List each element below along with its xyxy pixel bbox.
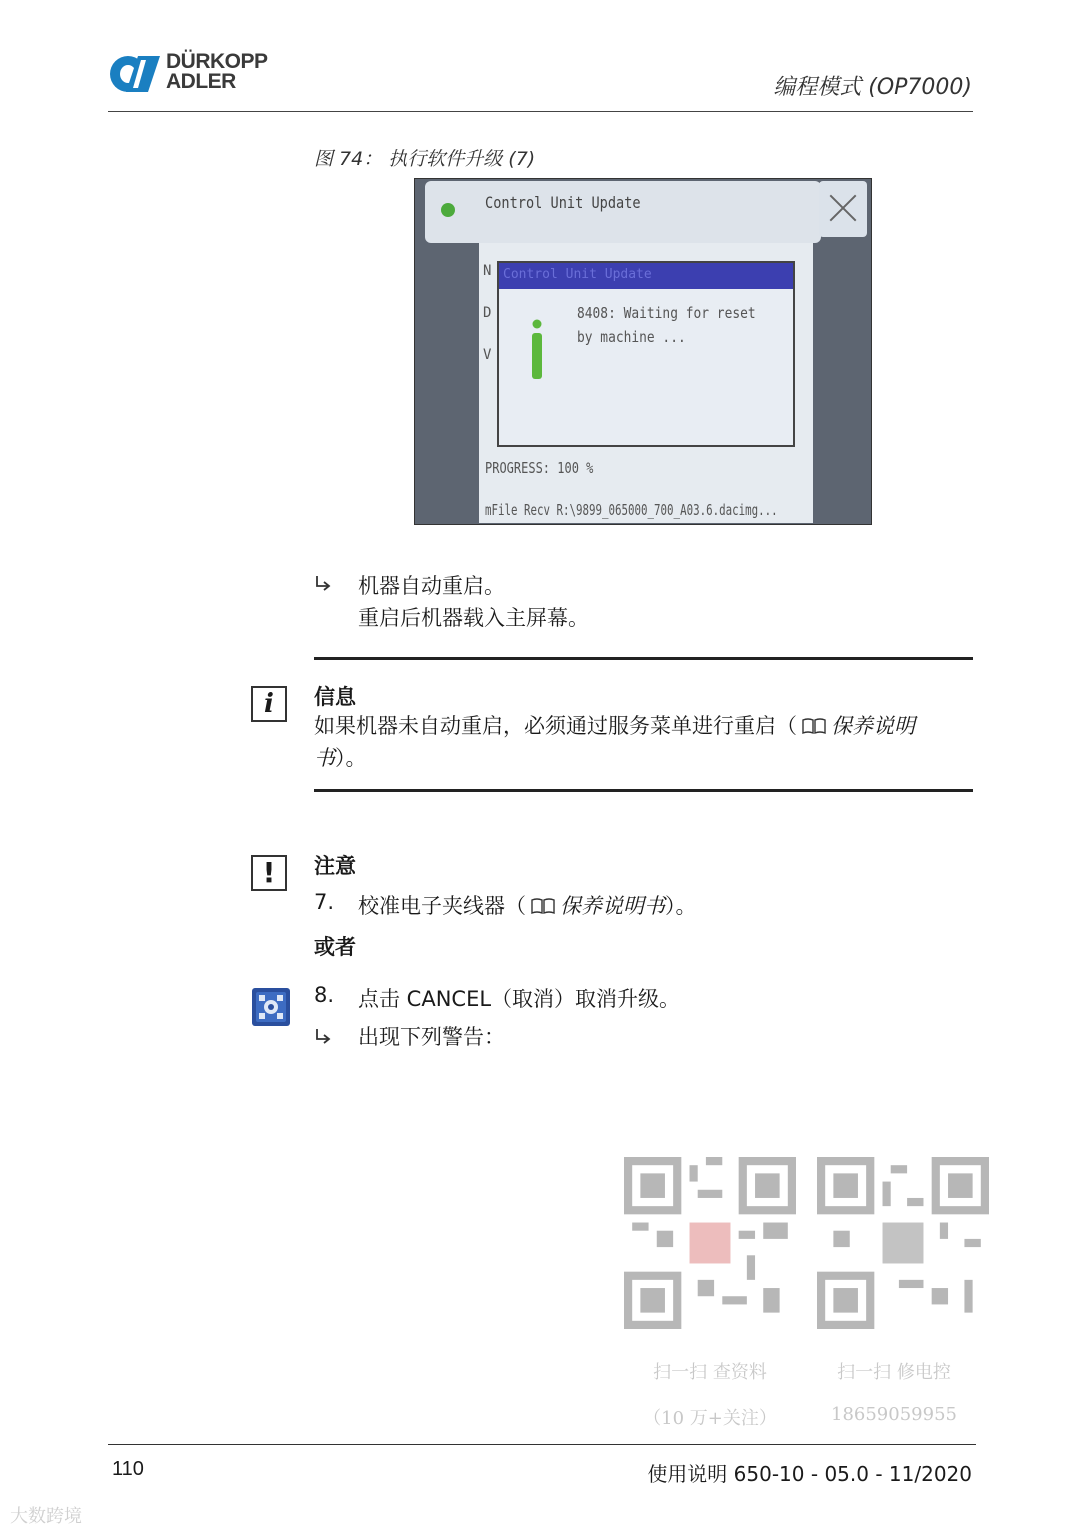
dialog-title-bar: [499, 263, 793, 289]
result-line-1: 机器自动重启。: [358, 574, 505, 598]
section-title: 编程模式 (OP7000): [773, 75, 972, 100]
update-dialog: [497, 261, 795, 447]
info-body-end: ）。: [335, 746, 367, 770]
info-heading: 信息: [314, 685, 356, 709]
brand-logo: [108, 52, 288, 98]
status-dot-icon: [441, 203, 455, 217]
file-receive-text: mFile Recv R:\9899_065000_700_A03.6.dacimg...: [485, 501, 778, 519]
book-icon: [530, 897, 556, 915]
step-7-reference: 保养说明书: [560, 894, 665, 918]
step-8-result: 出现下列警告：: [358, 1025, 505, 1049]
qr-code-1: [624, 1157, 796, 1329]
dialog-title: Control Unit Update: [503, 267, 652, 282]
info-body-text: 如果机器未自动重启，必须通过服务菜单进行重启（: [314, 714, 797, 738]
page-number: 110: [112, 1458, 144, 1480]
brand-name: [166, 52, 268, 92]
qr-2-caption-2: 18659059955: [831, 1404, 957, 1425]
document-reference: 使用说明 650-10 - 05.0 - 11/2020: [647, 1462, 972, 1486]
brand-line-1: DÜRKOPP: [166, 50, 268, 73]
qr-1-caption-2: （10 万+关注）: [643, 1408, 777, 1429]
info-reference: 保养说明书: [314, 714, 915, 770]
brand-line-2: ADLER: [166, 70, 236, 93]
book-icon: [801, 717, 827, 735]
info-bottom-rule: [314, 789, 973, 792]
info-green-icon: [531, 319, 543, 379]
qr-code-2: [817, 1157, 989, 1329]
control-unit-screenshot: [414, 178, 872, 525]
attention-heading: 注意: [314, 854, 356, 878]
screen-side-label-v: V: [483, 347, 492, 363]
step-7-body: 校准电子夹线器（: [358, 894, 526, 918]
result-arrow-icon: [314, 1027, 334, 1047]
result-arrow-icon: [314, 574, 334, 594]
attention-icon: !: [251, 855, 287, 891]
info-icon: i: [251, 686, 287, 722]
qr-2-caption-1: 扫一扫 修电控: [837, 1362, 951, 1383]
result-line-2: 重启后机器载入主屏幕。: [358, 606, 589, 630]
screen-window-title: Control Unit Update: [485, 193, 641, 212]
screen-title-bar: [425, 181, 821, 243]
info-top-rule: [314, 657, 973, 660]
step-7-end: ）。: [665, 894, 697, 918]
figure-caption: 图 74： 执行软件升级 (7): [314, 148, 536, 170]
screen-side-label-d: D: [483, 305, 492, 321]
step-7-text: [358, 890, 697, 920]
screen-side-label-n: N: [483, 263, 492, 279]
footer-divider: [108, 1444, 976, 1445]
header-divider: [108, 111, 973, 112]
progress-text: PROGRESS: 100 %: [485, 459, 594, 477]
or-label: 或者: [314, 935, 356, 959]
step-7-number: 7.: [314, 890, 335, 914]
brand-logo-mark: [108, 52, 162, 96]
corner-watermark: 大数跨境: [10, 1506, 82, 1527]
control-panel-icon: [252, 988, 290, 1026]
step-8-text: 点击 CANCEL（取消）取消升级。: [358, 987, 681, 1011]
step-8-number: 8.: [314, 983, 335, 1007]
dialog-message: 8408: Waiting for reset by machine ...: [577, 304, 756, 346]
close-icon: [819, 181, 867, 237]
qr-1-caption-1: 扫一扫 查资料: [653, 1362, 767, 1383]
info-body: [314, 710, 964, 774]
